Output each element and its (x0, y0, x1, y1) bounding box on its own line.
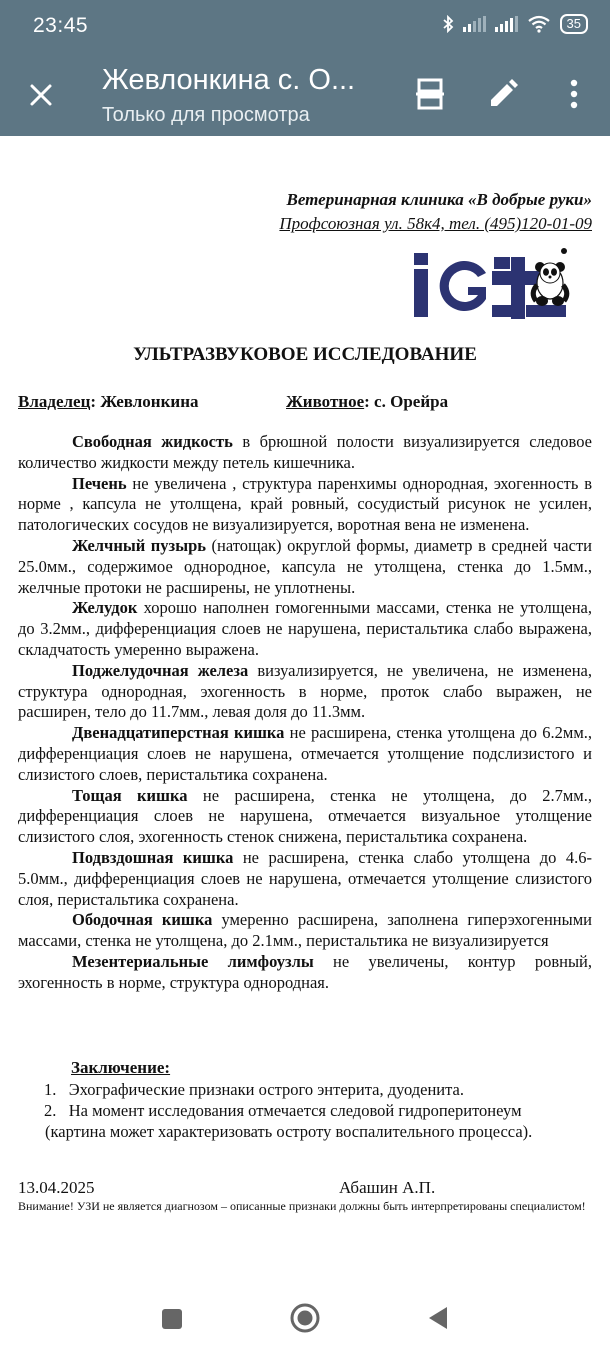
finding-paragraph (18, 474, 592, 536)
page-title: УЛЬТРАЗВУКОВОЕ ИССЛЕДОВАНИЕ (133, 344, 477, 365)
finding-paragraph (18, 598, 592, 660)
finding-term: Желудок (72, 598, 138, 618)
owner-field (18, 392, 198, 412)
finding-text: визуализируется, не увеличена, не изменена, структура однородная, эхогенность в норме, проток слабо выражен, не расширен, тело до 11.7мм., левая доля до 11.3мм. (18, 660, 592, 722)
recents-icon[interactable] (162, 1309, 182, 1329)
finding-paragraph (18, 952, 592, 994)
finding-term: Печень (72, 473, 127, 493)
finding-text: (натощак) округлой формы, диаметр в средней части 25.0мм., содержимое однородное, капсула не утолщена, стенка до 1.5мм., желчные протоки не расширены, не уплотнены. (18, 535, 592, 597)
finding-text: хорошо наполнен гомогенными массами, стенка не утолщена, до 3.2мм., дифференциация слоев не нарушена, перистальтика слабо выражена, складчатость умеренно выражена. (18, 598, 592, 659)
owner-value: : Жевлонкина (90, 392, 199, 411)
status-time: 23:45 (33, 14, 89, 37)
battery-level: 35 (566, 16, 581, 31)
back-icon[interactable] (427, 1305, 449, 1331)
finding-term: Двенадцатиперстная кишка (72, 723, 285, 743)
list-item-continuation: (картина может характеризовать остроту воспалительного процесса). (45, 1122, 533, 1141)
finding-paragraph (18, 723, 592, 785)
document-title: Жевлонкина с. О... (102, 64, 356, 96)
navigation-bar (0, 1286, 610, 1356)
bluetooth-icon (442, 15, 454, 33)
finding-term: Поджелудочная железа (72, 660, 249, 680)
finding-text: не увеличены, контур ровный, эхогенность в норме, структура однородная. (18, 951, 593, 992)
animal-field (286, 392, 448, 412)
finding-text: умеренно расширена, заполнена гиперэхогенными массами, стенка не утолщена, до 2.1мм., перистальтика не визуализируется (18, 910, 592, 951)
animal-label: Животное (286, 392, 365, 411)
finding-text: не расширена, стенка не утолщена, до 2.7мм., дифференциация слоев не нарушена, отмечается визуальное утолщение слизистого слоя, эхогенность стенок снижена, перистальтика сохранена. (18, 785, 593, 847)
list-number: 1. (44, 1080, 57, 1099)
status-bar (0, 0, 610, 52)
home-icon[interactable] (290, 1303, 320, 1333)
battery-icon (560, 14, 588, 34)
close-icon[interactable] (24, 78, 58, 112)
panda-icon (533, 248, 567, 306)
conclusion-list (18, 1079, 598, 1142)
finding-text: не увеличена , структура паренхимы однородная, эхогенность в норме , капсула не утолщена, край ровный, сосудистый рисунок не усилен, патологических сосудов не визуализируется, воротная вена не изменена. (18, 473, 592, 535)
wifi-icon (527, 15, 551, 33)
exam-date: 13.04.2025 (18, 1178, 95, 1197)
owner-label: Владелец (18, 392, 91, 411)
clinic-logo (412, 243, 572, 321)
clinic-header (279, 188, 592, 236)
list-text: На момент исследования отмечается следовой гидроперитонеум (68, 1101, 522, 1120)
edit-pencil-icon[interactable] (485, 76, 521, 112)
document-subtitle: Только для просмотра (102, 104, 310, 126)
signal-icon (495, 16, 518, 32)
clinic-name: Ветеринарная клиника «В добрые руки» (286, 190, 592, 209)
finding-term: Мезентериальные лимфоузлы (72, 951, 314, 971)
finding-term: Желчный пузырь (72, 535, 206, 555)
status-icons (442, 14, 588, 34)
finding-text: не расширена, стенка слабо утолщена до 4.6-5.0мм., дифференциация слоев не нарушена, отмечается утолщение слизистого слоя, перистальтика сохранена. (18, 847, 592, 909)
disclaimer: Внимание! УЗИ не является диагнозом – описанные признаки должны быть интерпретированы специалистом! (18, 1199, 586, 1213)
finding-term: Тощая кишка (72, 785, 188, 805)
finding-paragraph (18, 786, 592, 848)
finding-paragraph (18, 661, 592, 723)
conclusion-heading: Заключение: (71, 1058, 171, 1077)
finding-term: Свободная жидкость (72, 432, 233, 451)
doctor-name: Абашин А.П. (339, 1178, 436, 1197)
finding-text: не расширена, стенка утолщена до 6.2мм., дифференциация слоев не нарушена, отмечается утолщение подслизистого и слизистого слоев, перистальтика сохранена. (18, 723, 593, 784)
app-bar (0, 52, 610, 136)
finding-paragraph (18, 536, 592, 598)
list-number: 2. (44, 1101, 57, 1120)
finding-term: Подвздошная кишка (72, 847, 234, 867)
finding-paragraph (18, 432, 592, 474)
list-item (18, 1100, 598, 1121)
list-item (18, 1079, 598, 1100)
document-page (0, 136, 610, 1286)
animal-value: : с. Орейра (364, 392, 449, 411)
finding-text: в брюшной полости визуализируется следовое количество жидкости между петель кишечника. (18, 432, 592, 472)
signal-icon (463, 16, 486, 32)
more-vert-icon[interactable] (556, 76, 592, 112)
list-text: Эхографические признаки острого энтерита, дуоденита. (68, 1080, 464, 1099)
findings (18, 432, 592, 994)
finding-paragraph (18, 848, 592, 910)
finding-paragraph (18, 910, 592, 952)
clinic-address: Профсоюзная ул. 58к4, тел. (495)120-01-09 (279, 214, 592, 233)
print-layout-icon[interactable] (412, 76, 448, 112)
finding-term: Ободочная кишка (72, 910, 213, 930)
